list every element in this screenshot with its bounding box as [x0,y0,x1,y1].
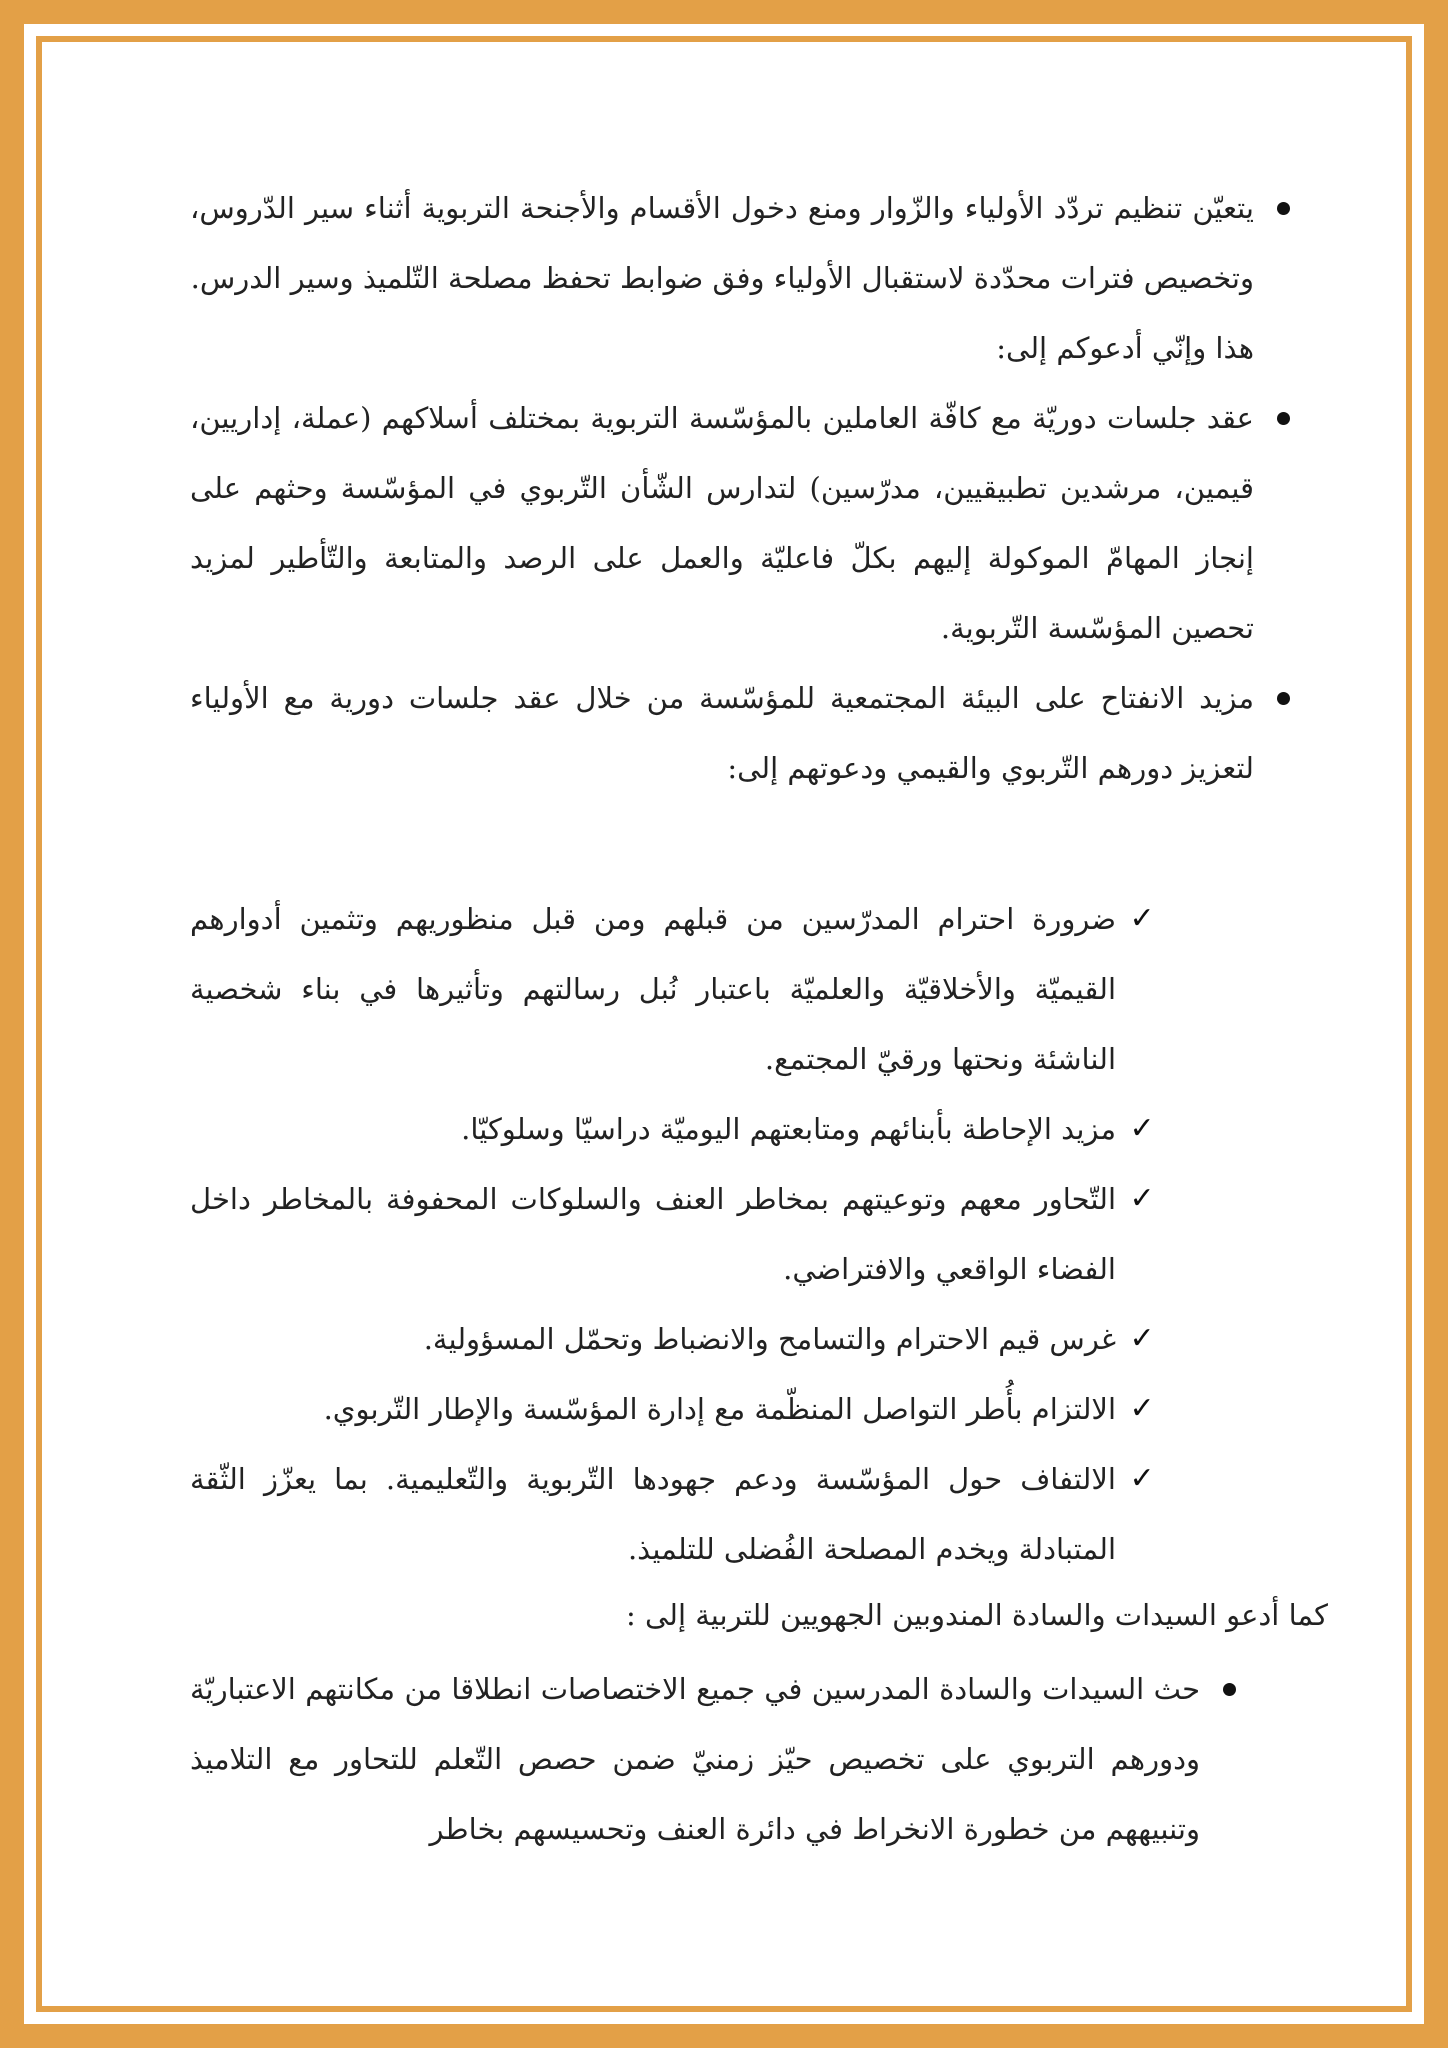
check-text: ضرورة احترام المدرّسين من قبلهم ومن قبل منظوريهم وتثمين أدوارهم القيميّة والأخلاقيّة والعلميّة باعتبار نُبل رسالتهم وتأثيرها في بناء شخصية الناشئة ونحتها ورقيّ المجتمع. [190,902,1116,1076]
checkmark-icon: ✓ [1129,901,1155,936]
bullet-dot-icon [1276,173,1290,243]
bullet-text: مزيد الانفتاح على البيئة المجتمعية للمؤسّسة من خلال عقد جلسات دورية مع الأولياء لتعزيز دورهم التّربوي والقيمي ودعوتهم إلى: [190,681,1254,785]
check-item [190,1374,1155,1444]
bullet-text: عقد جلسات دوريّة مع كافّة العاملين بالمؤسّسة التربوية بمختلف أسلاكهم (عملة، إداريين، قيمين، مرشدين تطبيقيين، مدرّسين) لتدارس الشّأن التّربوي في المؤسّسة وحثهم على إنجاز المهامّ الموكولة إليهم بكلّ فاعليّة والعمل على الرصد والمتابعة والتّأطير لمزيد تحصين المؤسّسة التّربوية. [190,401,1254,645]
check-item [190,1304,1155,1374]
check-text: التّحاور معهم وتوعيتهم بمخاطر العنف والسلوكات المحفوفة بالمخاطر داخل الفضاء الواقعي والافتراضي. [190,1182,1116,1286]
checkmark-icon: ✓ [1129,1111,1155,1146]
check-list [190,884,1155,1584]
check-item [190,1164,1155,1304]
check-text: الالتفاف حول المؤسّسة ودعم جهودها التّربوية والتّعليمية. بما يعزّز الثّقة المتبادلة ويخدم المصلحة الفُضلى للتلميذ. [190,1462,1116,1566]
checkmark-icon: ✓ [1129,1181,1155,1216]
checkmark-icon: ✓ [1129,1321,1155,1356]
bullet-item-meetings [190,383,1254,663]
check-text: مزيد الإحاطة بأبنائهم ومتابعتهم اليوميّة دراسيّا وسلوكيّا. [461,1112,1116,1146]
delegates-intro-text: كما أدعو السيدات والسادة المندوبين الجهويين للتربية إلى : [625,1598,1328,1632]
bullet-text: حث السيدات والسادة المدرسين في جميع الاختصاصات انطلاقا من مكانتهم الاعتباريّة ودورهم التربوي على تخصيص حيّز زمنيّ ضمن حصص التّعلم للتحاور مع التلاميذ وتنبيههم من خطورة الانخراط في دائرة العنف وتحسيسهم بخاطر [190,1672,1200,1846]
delegates-intro [190,1580,1328,1650]
document-body [190,173,1254,803]
check-item [190,1094,1155,1164]
bullet-dot-icon [1222,1654,1236,1724]
delegates-list [190,1654,1200,1864]
intro-text: هذا وإنّي أدعوكم إلى: [996,331,1254,365]
bullet-item-visitors [190,173,1254,313]
bullet-dot-icon [1276,383,1290,453]
bullet-text: يتعيّن تنظيم تردّد الأولياء والزّوار ومنع دخول الأقسام والأجنحة التربوية أثناء سير الدّروس، وتخصيص فترات محدّدة لاستقبال الأولياء وفق ضوابط تحفظ مصلحة التّلميذ وسير الدرس. [190,191,1254,295]
bullet-item-delegates [190,1654,1200,1864]
bullet-dot-icon [1276,663,1290,733]
check-item [190,1444,1155,1584]
check-item [190,884,1155,1094]
checkmark-icon: ✓ [1129,1461,1155,1496]
check-text: الالتزام بأُطر التواصل المنظّمة مع إدارة المؤسّسة والإطار التّربوي. [323,1392,1116,1426]
checkmark-icon: ✓ [1129,1391,1155,1426]
delegates-section [190,1580,1328,1650]
intro-line [190,313,1254,383]
check-text: غرس قيم الاحترام والتسامح والانضباط وتحمّل المسؤولية. [423,1322,1116,1356]
bullet-item-openness [190,663,1254,803]
